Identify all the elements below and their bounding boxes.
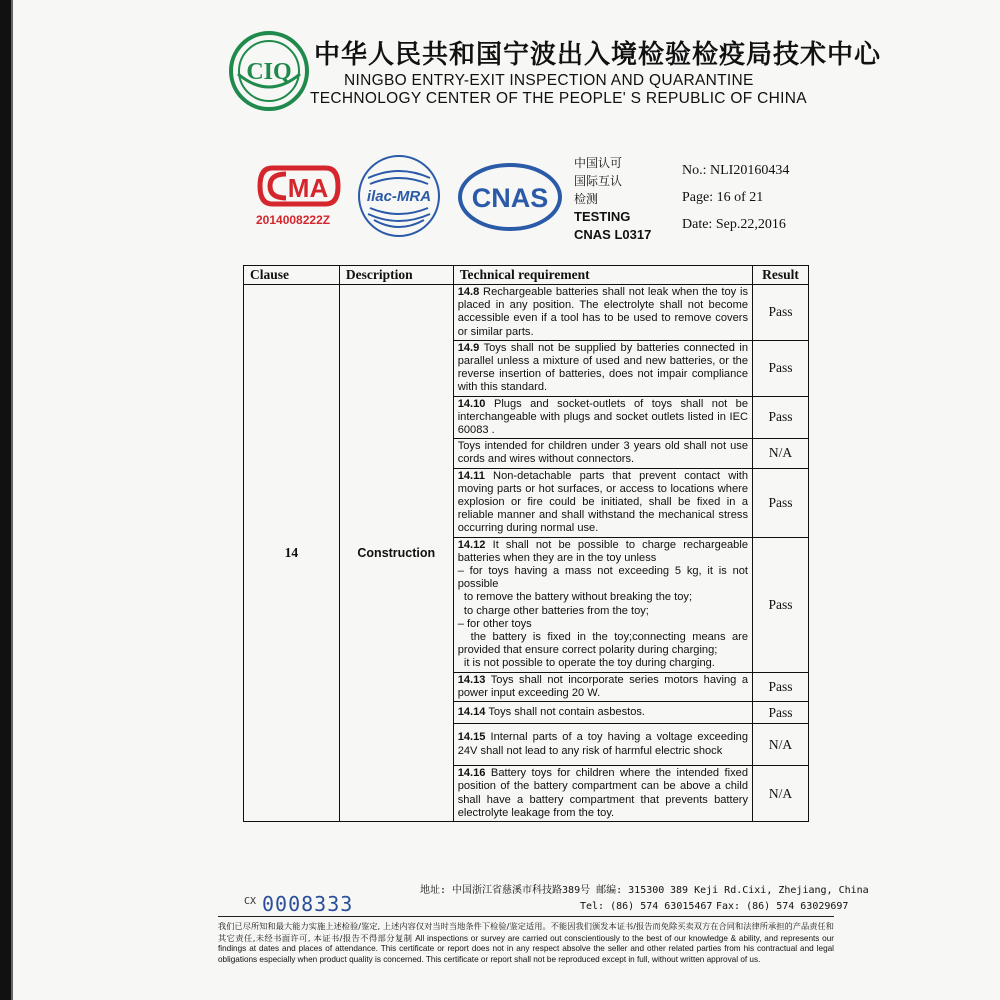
footer-divider	[218, 916, 834, 917]
result-cell: Pass	[753, 396, 809, 439]
disclaimer-english: All inspections or survey are carried out conscientiously to the best of our knowledge & ability, and represents our findings at dates and places of attendance. This certificate or report does not in any respect absolve the seller and other related parties from his contractual and legal obligations especially when product quality is concerned. This certificate or report shall not be reproduced except in full, without written approval of us.	[218, 933, 834, 964]
ilac-mra-logo	[356, 150, 442, 242]
header-requirement: Technical requirement	[453, 266, 752, 285]
telephone: Tel: (86) 574 63015467	[580, 901, 713, 912]
requirement-cell	[453, 396, 752, 439]
requirement-text: It shall not be possible to charge rechargeable batteries when they are in the toy unless – for toys having a mass not exceeding 5 kg, it is not possible to remove the battery without breaking the toy; to charge other batteries from the toy; – for other toys the battery is fixed in the toy;connecting means are provided that ensure correct polarity during charging; it is not possible to operate the toy during charging.	[457, 538, 748, 670]
requirement-cell	[453, 766, 752, 822]
requirement-cell	[453, 468, 752, 537]
page-number: Page: 16 of 21	[682, 190, 764, 205]
requirement-number: 14.11	[457, 469, 485, 482]
report-meta	[682, 157, 789, 238]
letterhead	[228, 30, 882, 130]
requirement-number: 14.15	[457, 731, 486, 744]
requirement-cell	[453, 285, 752, 341]
requirement-text: Toys intended for children under 3 years old shall not use cords and wires without connectors.	[457, 440, 748, 466]
fax: Fax: (86) 574 63029697	[716, 901, 849, 912]
requirement-number: 14.16	[457, 767, 486, 780]
cnas-testing: TESTING	[574, 209, 631, 224]
cma-number: 2014008222Z	[256, 213, 331, 227]
requirement-number: 14.14	[457, 705, 486, 718]
requirement-number: 14.8	[457, 286, 480, 298]
address-block	[420, 883, 869, 915]
disclaimer-chinese: 我们已尽所知和最大能力实施上述检验/鉴定, 上述内容仅对当时当地条件下检验/鉴定适用。不能因我们颁发本证书/报告而免除买卖双方在合同和法律所承担的产品责任和其它责任,未经书面许可, 本证书/报告不得部分复制	[218, 921, 834, 943]
header-description: Description	[339, 266, 453, 285]
requirement-text: Internal parts of a toy having a voltage exceeding 24V shall not lead to any risk of harmful electric shock	[457, 731, 748, 757]
center-name-english-line1: NINGBO ENTRY-EXIT INSPECTION AND QUARANTINE	[344, 72, 754, 89]
requirement-cell	[453, 537, 752, 672]
cnas-cn-line2: 国际互认	[574, 174, 623, 188]
requirement-cell	[453, 340, 752, 396]
report-number: No.: NLI20160434	[682, 163, 790, 178]
requirement-number: 14.9	[457, 341, 480, 354]
requirement-cell	[453, 724, 752, 766]
report-date: Date: Sep.22,2016	[682, 217, 786, 232]
result-cell: Pass	[753, 285, 809, 341]
result-cell: Pass	[753, 340, 809, 396]
result-cell: Pass	[753, 672, 809, 701]
requirements-table	[243, 265, 809, 822]
requirement-text: Toys shall not incorporate series motors having a power input exceeding 20 W.	[457, 673, 748, 699]
center-name-chinese: 中华人民共和国宁波出入境检验检疫局技术中心	[314, 40, 882, 70]
result-cell: N/A	[753, 439, 809, 468]
result-cell: Pass	[753, 537, 809, 672]
result-cell: Pass	[753, 468, 809, 537]
table-row	[244, 285, 809, 341]
result-cell: N/A	[753, 766, 809, 822]
requirement-cell	[453, 702, 752, 724]
address-chinese: 地址: 中国浙江省慈溪市科技路389号 邮编: 315300	[420, 885, 665, 896]
scan-edge	[0, 0, 11, 1000]
header-result: Result	[753, 266, 809, 285]
requirement-cell	[453, 672, 752, 701]
svg-text:CIQ: CIQ	[246, 59, 292, 85]
requirement-text: Toys shall not contain asbestos.	[485, 705, 645, 718]
description-cell: Construction	[339, 285, 453, 822]
scan-edge-shadow	[11, 0, 13, 1000]
cnas-accreditation-text	[574, 154, 651, 244]
svg-text:MA: MA	[287, 173, 329, 203]
svg-text:ilac-MRA: ilac-MRA	[366, 188, 432, 205]
clause-cell: 14	[244, 285, 340, 822]
disclaimer	[218, 921, 834, 965]
cnas-cn-line1: 中国认可	[574, 156, 623, 170]
requirement-number: 14.10	[457, 397, 486, 410]
svg-text:CNAS: CNAS	[471, 183, 549, 213]
table-header-row	[244, 266, 809, 285]
address-english: 389 Keji Rd.Cixi, Zhejiang, China	[670, 885, 869, 896]
requirement-text: Toys shall not be supplied by batteries connected in parallel unless a mixture of used and new batteries, or the reverse insertion of batteries, does not impair compliance with this standard.	[457, 341, 748, 394]
center-name-english-line2: TECHNOLOGY CENTER OF THE PEOPLE' S REPUBLIC OF CHINA	[310, 90, 807, 107]
result-cell: N/A	[753, 724, 809, 766]
requirement-text: Non-detachable parts that prevent contact with moving parts or hot surfaces, or access to locations where explosion or fire could be initiated, shall be fixed in a reliable manner and shall withstand the mechanical stress occurring during normal use.	[457, 469, 748, 535]
cnas-logo	[456, 160, 564, 234]
serial-prefix: CX	[244, 896, 257, 907]
requirement-cell	[453, 439, 752, 468]
header-clause: Clause	[244, 266, 340, 285]
requirement-number: 14.12	[457, 538, 486, 551]
cnas-cn-line3: 检测	[574, 192, 599, 206]
ciq-logo	[228, 30, 310, 112]
cnas-number: CNAS L0317	[574, 227, 652, 242]
requirement-text: Rechargeable batteries shall not leak when the toy is placed in any position. The electrolyte shall not become accessible even if a tool has to be used to remove covers or similar parts.	[457, 286, 748, 338]
requirement-text: Battery toys for children where the intended fixed position of the battery compartment can be above a child shall have a battery compartment that prevents battery electrolyte leakage from the toy.	[457, 767, 748, 819]
result-cell: Pass	[753, 702, 809, 724]
requirement-text: Plugs and socket-outlets of toys shall not be interchangeable with plugs and socket outlets listed in IEC 60083 .	[457, 397, 748, 437]
requirement-number: 14.13	[457, 673, 486, 686]
serial-number: 0008333	[262, 892, 354, 916]
